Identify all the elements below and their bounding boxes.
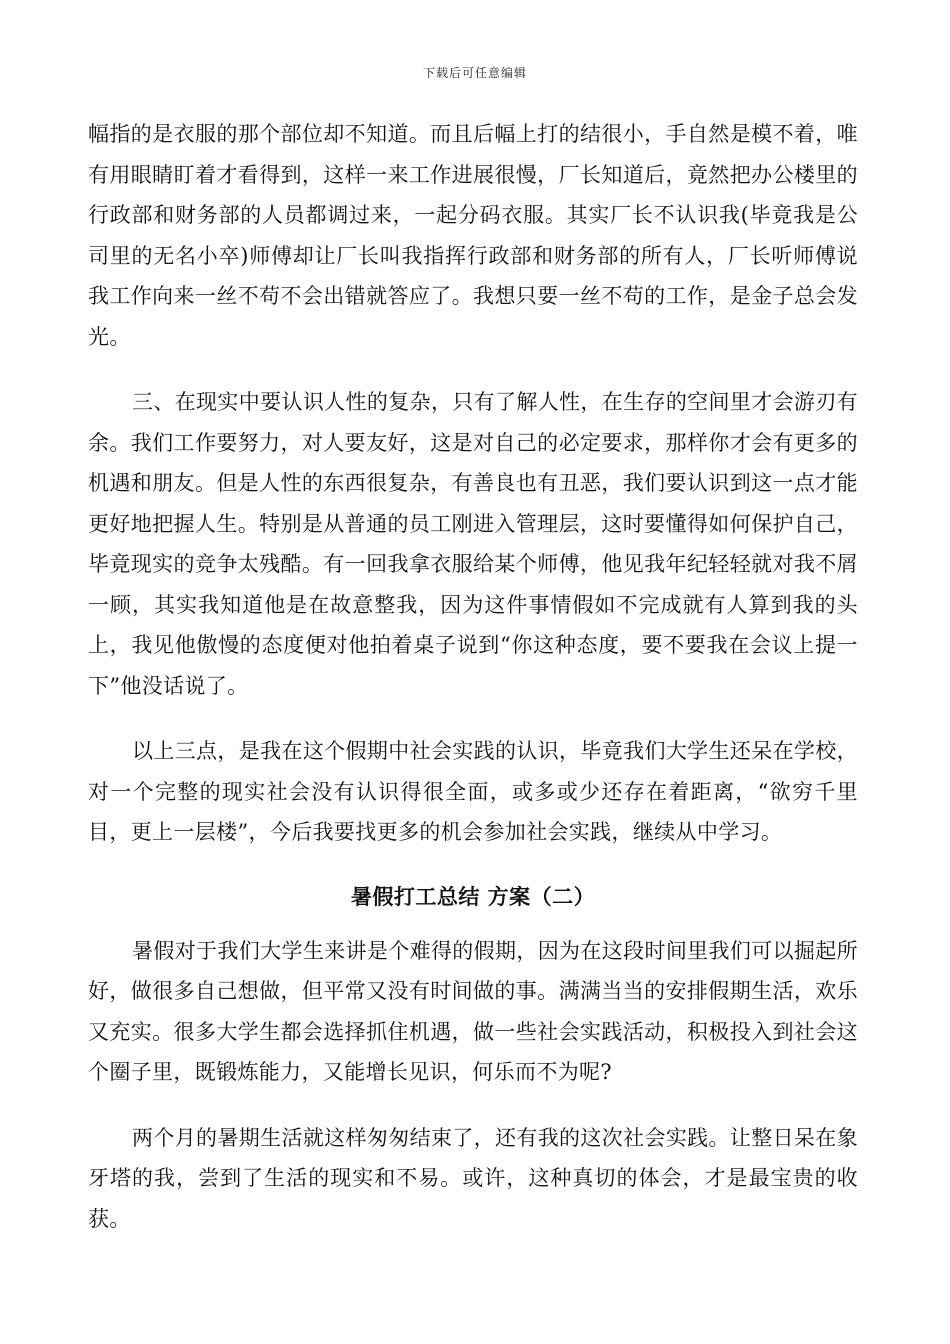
paragraph-continuation: 幅指的是衣服的那个部位却不知道。而且后幅上打的结很小，手自然是模不着，唯有用眼睛盯着才看得到，这样一来工作进展很慢，厂长知道后，竟然把办公楼里的行政部和财务部的人员都调过来，一起分码衣服。其实厂长不认识我(毕竟我是公司里的无名小卒)师傅却让厂长叫我指挥行政部和财务部的所有人，厂长听师傅说我工作向来一丝不苟不会出错就答应了。我想只要一丝不苟的工作，是金子总会发光。 [88, 122, 858, 349]
paragraph-reflection: 两个月的暑期生活就这样匆匆结束了，还有我的这次社会实践。让整日呆在象牙塔的我，尝到了生活的现实和不易。或许，这种真切的体会，才是最宝贵的收获。 [88, 1125, 858, 1231]
document-body [88, 114, 858, 1239]
paragraph-point-three: 三、在现实中要认识人性的复杂，只有了解人性，在生存的空间里才会游刃有余。我们工作要努力，对人要友好，这是对自己的必定要求，那样你才会有更多的机遇和朋友。但是人性的东西很复杂，有善良也有丑恶，我们要认识到这一点才能更好地把握人生。特别是从普通的员工刚进入管理层，这时要懂得如何保护自己，毕竟现实的竞争太残酷。有一回我拿衣服给某个师傅，他见我年纪轻轻就对我不屑一顾，其实我知道他是在故意整我，因为这件事情假如不完成就有人算到我的头上，我见他傲慢的态度便对他拍着桌子说到“你这种态度，要不要我在会议上提一下”他没话说了。 [88, 390, 858, 698]
section-title: 暑假打工总结 方案（二） [350, 883, 596, 909]
paragraph-summary: 以上三点，是我在这个假期中社会实践的认识，毕竟我们大学生还呆在学校，对一个完整的现实社会没有认识得很全面，或多或少还存在着距离，“欲穷千里目，更上一层楼”，今后我要找更多的机会参加社会实践，继续从中学习。 [88, 739, 858, 844]
paragraph-intro: 暑假对于我们大学生来讲是个难得的假期，因为在这段时间里我们可以掘起所好，做很多自己想做，但平常又没有时间做的事。满满当当的安排假期生活，欢乐又充实。很多大学生都会选择抓住机遇，做一些社会实践活动，积极投入到社会这个圈子里，既锻炼能力，又能增长见识，何乐而不为呢? [88, 938, 858, 1084]
page-header-note: 下载后可任意编辑 [422, 66, 527, 80]
